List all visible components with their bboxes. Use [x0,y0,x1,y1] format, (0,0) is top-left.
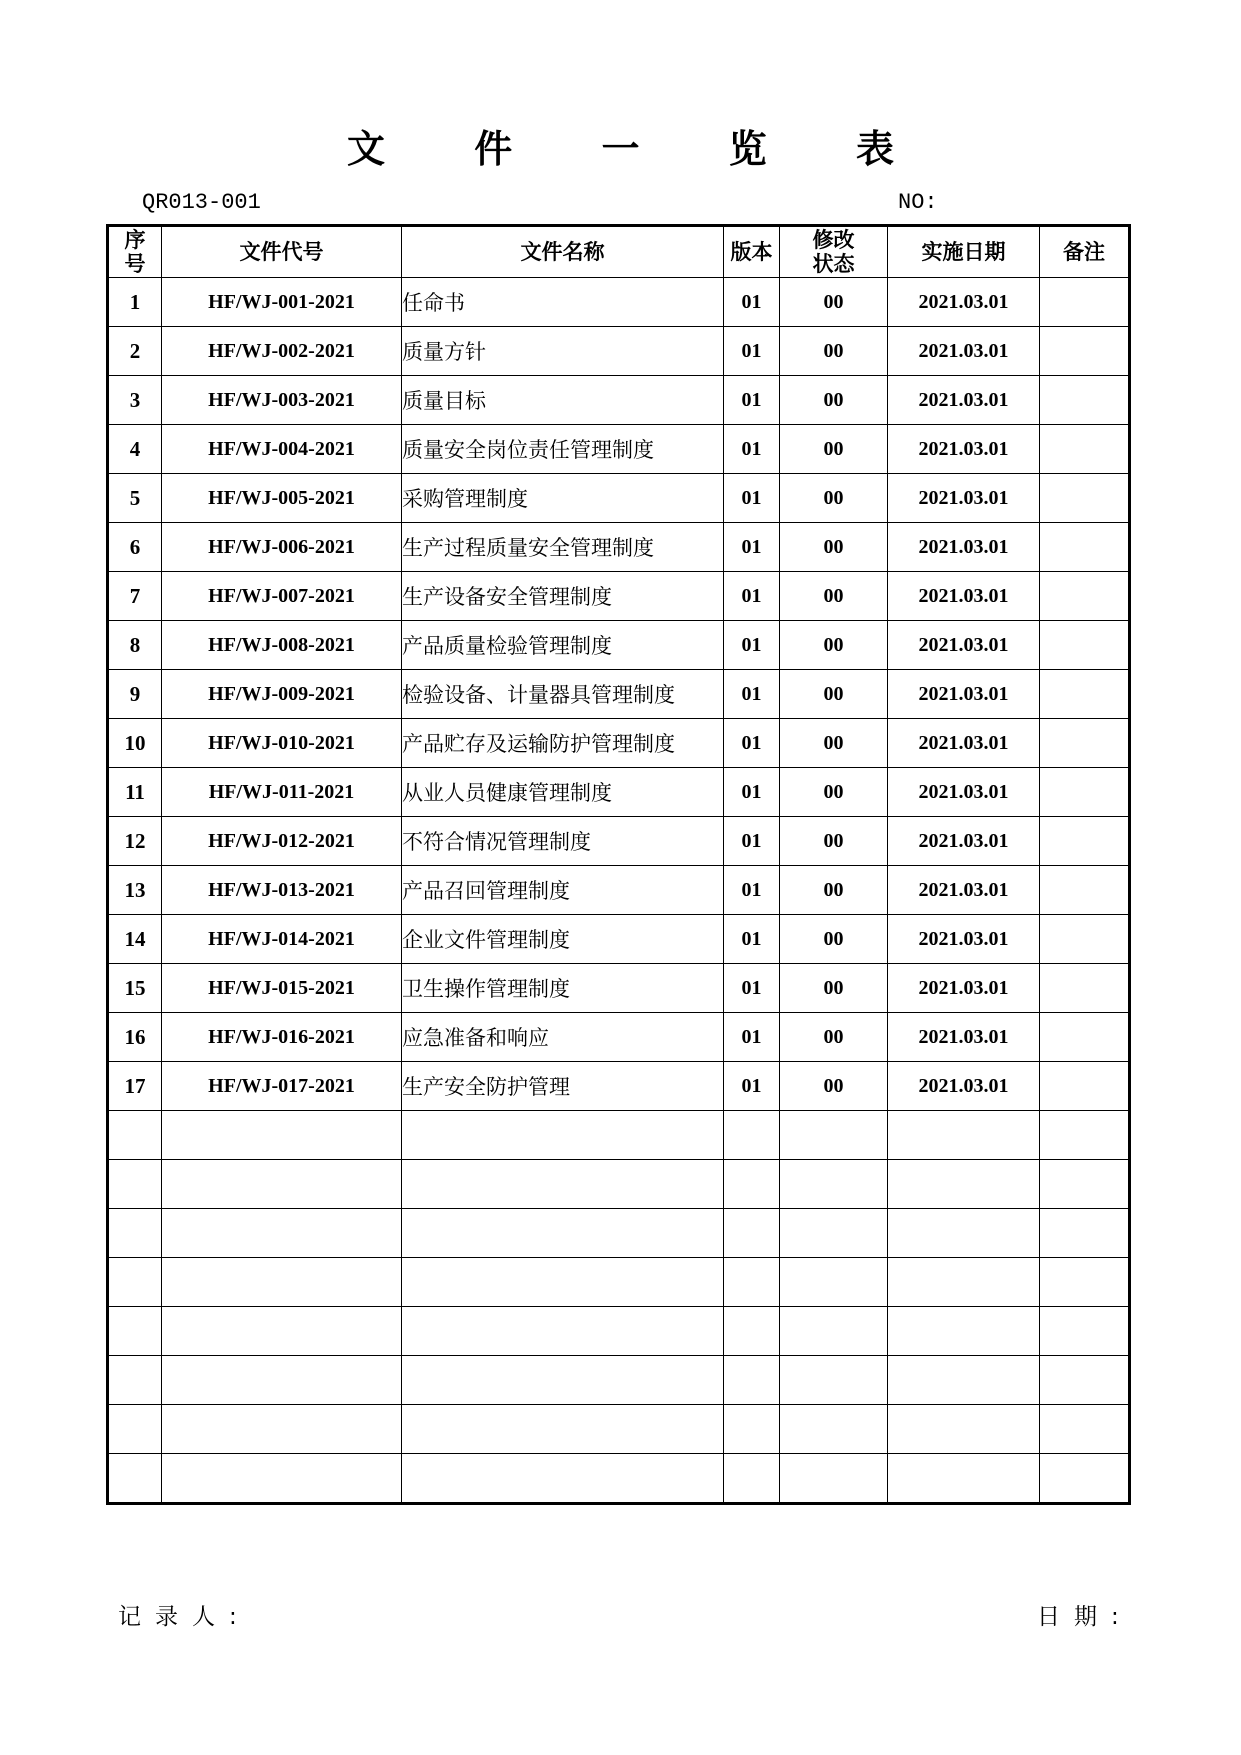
cell-version: 01 [724,621,780,670]
cell-name: 产品贮存及运输防护管理制度 [402,719,724,768]
table-row [108,768,1130,817]
cell-name [402,1160,724,1209]
cell-index: 12 [108,817,162,866]
cell-version: 01 [724,670,780,719]
cell-name: 质量方针 [402,327,724,376]
form-code: QR013-001 [142,190,261,215]
cell-name: 生产安全防护管理 [402,1062,724,1111]
table-row [108,1356,1130,1405]
cell-name [402,1307,724,1356]
cell-date [888,1356,1040,1405]
table-row [108,1258,1130,1307]
cell-revision: 00 [780,817,888,866]
cell-date: 2021.03.01 [888,523,1040,572]
table-row [108,1307,1130,1356]
cell-index [108,1111,162,1160]
cell-note [1040,327,1130,376]
cell-revision [780,1111,888,1160]
cell-date: 2021.03.01 [888,474,1040,523]
cell-revision: 00 [780,1062,888,1111]
cell-code: HF/WJ-006-2021 [162,523,402,572]
header-index: 序号 [108,226,162,278]
cell-code: HF/WJ-005-2021 [162,474,402,523]
cell-note [1040,1356,1130,1405]
cell-code: HF/WJ-007-2021 [162,572,402,621]
table-row [108,278,1130,327]
cell-note [1040,719,1130,768]
cell-code: HF/WJ-012-2021 [162,817,402,866]
cell-date: 2021.03.01 [888,278,1040,327]
cell-index: 5 [108,474,162,523]
cell-code: HF/WJ-002-2021 [162,327,402,376]
document-list-table [106,224,1131,1505]
header-revision: 修改状态 [780,226,888,278]
cell-revision [780,1209,888,1258]
cell-version [724,1405,780,1454]
cell-code: HF/WJ-015-2021 [162,964,402,1013]
cell-version: 01 [724,817,780,866]
cell-code [162,1454,402,1504]
table-row [108,670,1130,719]
table-row [108,327,1130,376]
cell-date: 2021.03.01 [888,915,1040,964]
cell-code: HF/WJ-001-2021 [162,278,402,327]
cell-code: HF/WJ-004-2021 [162,425,402,474]
table-row [108,621,1130,670]
cell-revision: 00 [780,621,888,670]
cell-date [888,1454,1040,1504]
cell-code: HF/WJ-013-2021 [162,866,402,915]
header-note: 备注 [1040,226,1130,278]
cell-index: 2 [108,327,162,376]
table-row [108,523,1130,572]
cell-revision [780,1405,888,1454]
cell-note [1040,1307,1130,1356]
cell-revision: 00 [780,915,888,964]
cell-index: 4 [108,425,162,474]
cell-code [162,1111,402,1160]
cell-note [1040,1405,1130,1454]
cell-version: 01 [724,719,780,768]
number-label: NO: [898,190,938,215]
table-row [108,1013,1130,1062]
table-header-row [108,226,1130,278]
cell-name [402,1356,724,1405]
header-version: 版本 [724,226,780,278]
cell-date: 2021.03.01 [888,621,1040,670]
cell-revision [780,1356,888,1405]
cell-revision: 00 [780,327,888,376]
cell-index: 7 [108,572,162,621]
cell-name: 卫生操作管理制度 [402,964,724,1013]
cell-code: HF/WJ-016-2021 [162,1013,402,1062]
table-row [108,1160,1130,1209]
cell-version: 01 [724,866,780,915]
cell-revision: 00 [780,523,888,572]
cell-revision [780,1454,888,1504]
cell-date [888,1111,1040,1160]
cell-revision: 00 [780,964,888,1013]
cell-note [1040,474,1130,523]
header-date: 实施日期 [888,226,1040,278]
table-row [108,964,1130,1013]
cell-name: 从业人员健康管理制度 [402,768,724,817]
cell-code: HF/WJ-014-2021 [162,915,402,964]
cell-note [1040,1013,1130,1062]
table-row [108,1111,1130,1160]
cell-index [108,1209,162,1258]
cell-revision: 00 [780,719,888,768]
cell-note [1040,1258,1130,1307]
cell-name [402,1209,724,1258]
cell-date [888,1160,1040,1209]
cell-date: 2021.03.01 [888,964,1040,1013]
cell-revision: 00 [780,278,888,327]
cell-date: 2021.03.01 [888,327,1040,376]
cell-version: 01 [724,768,780,817]
cell-version [724,1160,780,1209]
cell-revision: 00 [780,1013,888,1062]
table-row [108,1454,1130,1504]
cell-date: 2021.03.01 [888,817,1040,866]
cell-name: 应急准备和响应 [402,1013,724,1062]
recorder-label: 记录人: [118,1604,251,1630]
cell-code: HF/WJ-017-2021 [162,1062,402,1111]
cell-index [108,1405,162,1454]
cell-version: 01 [724,474,780,523]
cell-note [1040,572,1130,621]
cell-version [724,1356,780,1405]
cell-name: 质量目标 [402,376,724,425]
cell-revision: 00 [780,866,888,915]
table-row [108,915,1130,964]
cell-index: 8 [108,621,162,670]
table-row [108,376,1130,425]
cell-name: 企业文件管理制度 [402,915,724,964]
cell-version: 01 [724,376,780,425]
cell-version [724,1307,780,1356]
cell-date: 2021.03.01 [888,719,1040,768]
cell-version: 01 [724,1013,780,1062]
cell-name: 产品召回管理制度 [402,866,724,915]
cell-index: 14 [108,915,162,964]
cell-revision: 00 [780,670,888,719]
cell-code: HF/WJ-009-2021 [162,670,402,719]
cell-index [108,1454,162,1504]
cell-version [724,1258,780,1307]
cell-note [1040,817,1130,866]
cell-name: 采购管理制度 [402,474,724,523]
cell-version [724,1209,780,1258]
cell-note [1040,1160,1130,1209]
cell-code [162,1258,402,1307]
cell-name: 任命书 [402,278,724,327]
cell-revision [780,1160,888,1209]
cell-revision: 00 [780,474,888,523]
cell-note [1040,376,1130,425]
table-row [108,1062,1130,1111]
cell-date: 2021.03.01 [888,866,1040,915]
header-name: 文件名称 [402,226,724,278]
cell-name: 产品质量检验管理制度 [402,621,724,670]
cell-version: 01 [724,425,780,474]
cell-index [108,1307,162,1356]
cell-index [108,1160,162,1209]
cell-name: 不符合情况管理制度 [402,817,724,866]
cell-note [1040,523,1130,572]
cell-code: HF/WJ-003-2021 [162,376,402,425]
cell-revision: 00 [780,425,888,474]
cell-note [1040,915,1130,964]
table-row [108,425,1130,474]
table-row [108,1405,1130,1454]
cell-name: 质量安全岗位责任管理制度 [402,425,724,474]
cell-version: 01 [724,327,780,376]
cell-version: 01 [724,278,780,327]
cell-date: 2021.03.01 [888,1062,1040,1111]
cell-name [402,1258,724,1307]
cell-revision: 00 [780,376,888,425]
cell-name: 生产设备安全管理制度 [402,572,724,621]
cell-index: 11 [108,768,162,817]
cell-note [1040,621,1130,670]
cell-date [888,1258,1040,1307]
cell-revision: 00 [780,572,888,621]
cell-date: 2021.03.01 [888,376,1040,425]
cell-index: 17 [108,1062,162,1111]
cell-version: 01 [724,572,780,621]
cell-version: 01 [724,1062,780,1111]
cell-note [1040,1209,1130,1258]
cell-version: 01 [724,523,780,572]
cell-index: 13 [108,866,162,915]
cell-date: 2021.03.01 [888,768,1040,817]
cell-date [888,1405,1040,1454]
cell-name: 生产过程质量安全管理制度 [402,523,724,572]
cell-revision [780,1307,888,1356]
table-row [108,474,1130,523]
cell-note [1040,425,1130,474]
cell-note [1040,1454,1130,1504]
cell-version: 01 [724,964,780,1013]
document-title: 文 件 一 览 表 [347,127,932,171]
table-row [108,817,1130,866]
table-row [108,866,1130,915]
cell-name [402,1405,724,1454]
table-row [108,1209,1130,1258]
cell-index: 6 [108,523,162,572]
cell-version: 01 [724,915,780,964]
cell-version [724,1111,780,1160]
cell-version [724,1454,780,1504]
cell-date [888,1307,1040,1356]
cell-note [1040,768,1130,817]
table-row [108,572,1130,621]
date-label: 日期: [1037,1604,1133,1630]
cell-revision: 00 [780,768,888,817]
cell-code [162,1356,402,1405]
cell-code [162,1405,402,1454]
cell-index: 15 [108,964,162,1013]
cell-code [162,1160,402,1209]
cell-note [1040,278,1130,327]
cell-date: 2021.03.01 [888,572,1040,621]
cell-revision [780,1258,888,1307]
cell-code: HF/WJ-008-2021 [162,621,402,670]
header-code: 文件代号 [162,226,402,278]
cell-note [1040,1111,1130,1160]
cell-index: 16 [108,1013,162,1062]
cell-code [162,1307,402,1356]
cell-code: HF/WJ-010-2021 [162,719,402,768]
cell-index: 10 [108,719,162,768]
table-row [108,719,1130,768]
cell-index: 1 [108,278,162,327]
cell-name [402,1454,724,1504]
cell-name: 检验设备、计量器具管理制度 [402,670,724,719]
cell-date: 2021.03.01 [888,425,1040,474]
cell-note [1040,964,1130,1013]
cell-code: HF/WJ-011-2021 [162,768,402,817]
cell-date: 2021.03.01 [888,1013,1040,1062]
cell-index [108,1356,162,1405]
cell-date [888,1209,1040,1258]
cell-note [1040,1062,1130,1111]
cell-code [162,1209,402,1258]
cell-date: 2021.03.01 [888,670,1040,719]
cell-index [108,1258,162,1307]
cell-note [1040,670,1130,719]
cell-note [1040,866,1130,915]
cell-index: 9 [108,670,162,719]
cell-name [402,1111,724,1160]
cell-index: 3 [108,376,162,425]
